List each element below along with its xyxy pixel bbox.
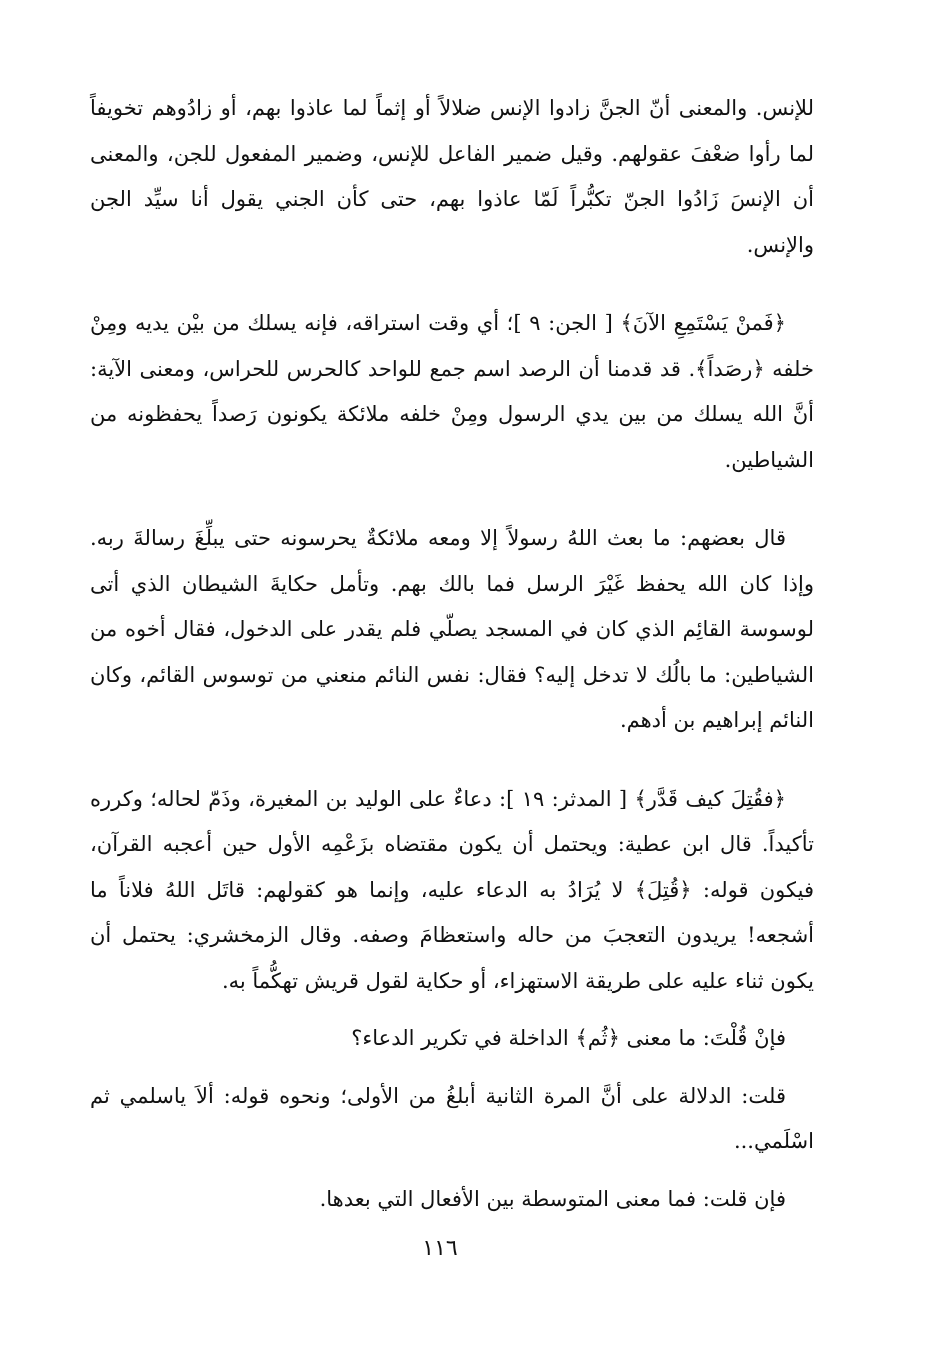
- body-text: [90, 86, 814, 1222]
- paragraph-2: ﴿فَمنْ يَسْتَمِعِ الآنَ﴾ [ الجن: ٩ ]؛ أي وقت استراقه، فإنه يسلك من بيْن يديه ومِنْ خلفه ﴿رصَداً﴾. قد قدمنا أن الرصد اسم جمع للواحد كالحرس للحراس، ومعنى الآية: أنَّ الله يسلك من بين يدي الرسول ومِنْ خلفه ملائكة يكونون رَصداً يحفظونه من الشياطين.: [90, 311, 814, 472]
- paragraph-7: فإن قلت: فما معنى المتوسطة بين الأفعال التي بعدها.: [319, 1186, 786, 1211]
- paragraph-4: ﴿فقُتِلَ كيف قَدَّر﴾ [ المدثر: ١٩ ]: دعاءٌ على الوليد بن المغيرة، وذَمّ لحاله؛ وكرره تأكيداً. قال ابن عطية: ويحتمل أن يكون مقتضاه بزَعْمِه الأول حين أعجبه القرآن، فيكون قوله: ﴿قُتِلَ﴾ لا يُرَادُ به الدعاء عليه، وإنما هو كقولهم: قاتَل اللهُ فلاناً ما أشجعه! يريدون التعجبَ من حاله واستعظامَ وصفه. وقال الزمخشري: يحتمل أن يكون ثناء عليه على طريقة الاستهزاء، أو حكاية لقول قريش تهكُّماً به.: [90, 786, 814, 993]
- paragraph-6: قلت: الدلالة على أنَّ المرة الثانية أبلغُ من الأولى؛ ونحوه قوله: ألاَ ياسلمي ثم اسْلَمي...: [90, 1083, 814, 1153]
- paragraph-5: فإنْ قُلْتَ: ما معنى ﴿ثُم﴾ الداخلة في تكرير الدعاء؟: [351, 1026, 786, 1050]
- paragraph-3: قال بعضهم: ما بعث اللهُ رسولاً إلا ومعه ملائكةٌ يحرسونه حتى يبلِّغَ رسالةَ ربه. وإذا كان الله يحفظ غَيْرَ الرسل فما بالك بهم. وتأمل حكايةَ الشيطان الذي أتى لوسوسة القائِم الذي كان في المسجد يصلّي فلم يقدر على الدخول، فقال أخوه من الشياطين: ما بالُك لا تدخل إليه؟ فقال: نفس النائم منعني من توسوس القائم، وكان النائم إبراهيم بن أدهم.: [90, 526, 814, 732]
- page-number: ١١٦: [422, 1236, 458, 1261]
- paragraph-1: للإنس. والمعنى أنّ الجنَّ زادوا الإنس ضلالاً أو إثماً لما عاذوا بهم، أو زادُوهم تخويفاً لما رأوا ضعْفَ عقولهم. وقيل ضمير الفاعل للإنس، وضمير المفعول للجن، والمعنى أن الإنسَ زَادُوا الجنّ تكبُّراً لَمّا عاذوا بهم، حتى كأن الجني يقول أنا سيِّد الجن والإنس.: [90, 96, 814, 257]
